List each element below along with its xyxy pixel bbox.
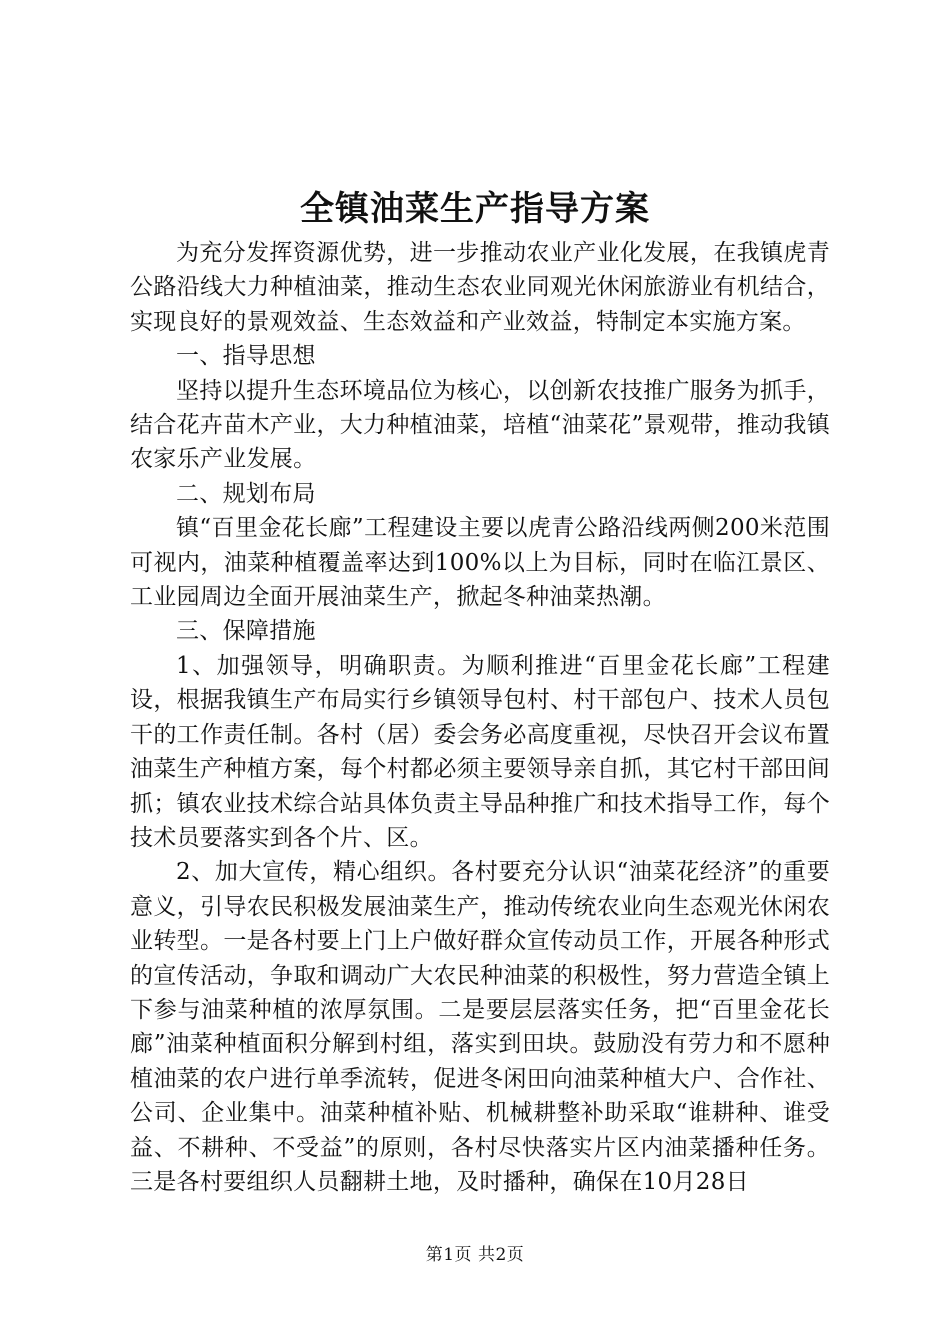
section-heading-planning-layout: 二、规划布局 [176,480,316,507]
measure-1-paragraph: 1、加强领导，明确职责。为顺利推进“百里金花长廊”工程建设，根据我镇生产布局实行乡镇领导包村、村干部包户、技术人员包干的工作责任制。各村（居）委会务必高度重视，尽快召开会议布置油菜生产种植方案，每个村都必须主要领导亲自抓，其它村干部田间抓；镇农业技术综合站具体负责主导品种推广和技术指导工作，每个技术员要落实到各个片、区。 [130,652,830,851]
page-footer: 第1页 共2页 [425,1245,525,1265]
document-title: 全镇油菜生产指导方案 [300,189,650,229]
section-heading-guiding-thought: 一、指导思想 [176,343,316,370]
section-heading-safeguard-measures: 三、保障措施 [176,618,316,645]
intro-paragraph: 为充分发挥资源优势，进一步推动农业产业化发展，在我镇虎青公路沿线大力种植油菜，推动生态农业同观光休闲旅游业有机结合，实现良好的景观效益、生态效益和产业效益，特制定本实施方案。 [130,240,830,335]
document-body [130,236,830,1199]
planning-layout-paragraph: 镇“百里金花长廊”工程建设主要以虎青公路沿线两侧200米范围可视内，油菜种植覆盖率达到100%以上为目标，同时在临江景区、工业园周边全面开展油菜生产，掀起冬种油菜热潮。 [130,515,830,611]
measure-2-paragraph: 2、加大宣传，精心组织。各村要充分认识“油菜花经济”的重要意义，引导农民积极发展油菜生产，推动传统农业向生态观光休闲农业转型。一是各村要上门上户做好群众宣传动员工作，开展各种形式的宣传活动，争取和调动广大农民种油菜的积极性，努力营造全镇上下参与油菜种植的浓厚氛围。二是要层层落实任务，把“百里金花长廊”油菜种植面积分解到村组，落实到田块。鼓励没有劳力和不愿种植油菜的农户进行单季流转，促进冬闲田向油菜种植大户、合作社、公司、企业集中。油菜种植补贴、机械耕整补助采取“谁耕种、谁受益、不耕种、不受益”的原则，各村尽快落实片区内油菜播种任务。三是各村要组织人员翻耕土地，及时播种，确保在10月28日 [130,859,830,1195]
guiding-thought-paragraph: 坚持以提升生态环境品位为核心，以创新农技推广服务为抓手，结合花卉苗木产业，大力种植油菜，培植“油菜花”景观带，推动我镇农家乐产业发展。 [130,377,830,473]
